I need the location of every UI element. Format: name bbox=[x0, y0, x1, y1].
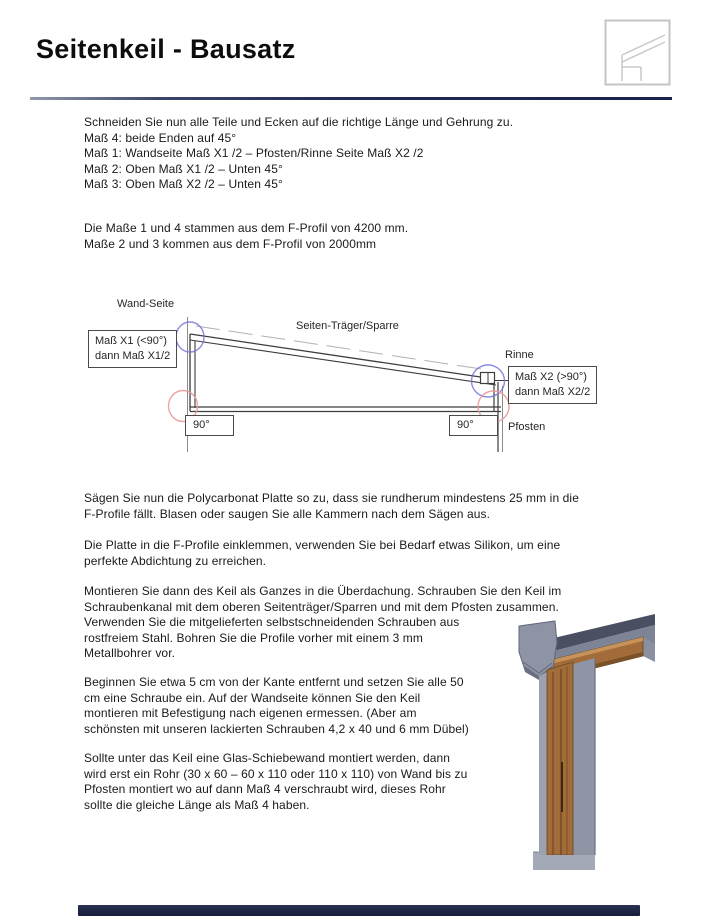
paragraph-cut-instructions bbox=[84, 115, 513, 193]
text-line: Maße 2 und 3 kommen aus dem F-Profil von 2000mm bbox=[84, 236, 377, 251]
veranda-logo-icon bbox=[604, 19, 671, 86]
paragraph-screw-spacing bbox=[84, 675, 469, 737]
label-wall-side: Wand-Seite bbox=[117, 298, 175, 310]
text-line: Metallbohrer vor. bbox=[84, 646, 176, 660]
text-line: F-Profile fällt. Blasen oder saugen Sie alle Kammern nach dem Sägen aus. bbox=[84, 506, 491, 521]
text-line: Sägen Sie nun die Polycarbonat Platte so zu, dass sie rundherum mindestens 25 mm in die bbox=[84, 491, 579, 505]
paragraph-saw-plate bbox=[84, 491, 579, 522]
paragraph-clamp-plate bbox=[84, 538, 560, 569]
text-line: perfekte Abdichtung zu erreichen. bbox=[84, 553, 267, 568]
measure-x2-line1: Maß X2 (>90°) bbox=[515, 371, 587, 383]
text-line: Schraubenkanal mit dem oberen Seitenträger/Sparren und mit dem Pfosten zusammen. bbox=[84, 599, 559, 614]
label-gutter: Rinne bbox=[505, 349, 534, 361]
text-line: Maß 3: Oben Maß X2 /2 – Unten 45° bbox=[84, 177, 283, 191]
text-line: Beginnen Sie etwa 5 cm von der Kante entfernt und setzen Sie alle 50 bbox=[84, 675, 464, 689]
text-line: Die Platte in die F-Profile einklemmen, verwenden Sie bei Bedarf etwas Silikon, um eine bbox=[84, 538, 561, 552]
measure-x1-line2: dann Maß X1/2 bbox=[95, 350, 171, 362]
text-line: rostfreiem Stahl. Bohren Sie die Profile vorher mit einem 3 mm bbox=[84, 630, 423, 645]
header-divider-rule bbox=[30, 97, 672, 100]
text-line: sollte die gleiche Länge als Maß 4 haben. bbox=[84, 797, 310, 812]
measure-x2-line2: dann Maß X2/2 bbox=[515, 386, 591, 398]
text-line: Schneiden Sie nun alle Teile und Ecken auf die richtige Länge und Gehrung zu. bbox=[84, 115, 514, 129]
text-line: Maß 2: Oben Maß X1 /2 – Unten 45° bbox=[84, 161, 283, 176]
measure-box-x2 bbox=[508, 366, 597, 404]
page-title: Seitenkeil - Bausatz bbox=[36, 34, 296, 64]
corner-render-image bbox=[515, 612, 660, 872]
text-line: Maß 1: Wandseite Maß X1 /2 – Pfosten/Rinne Seite Maß X2 /2 bbox=[84, 146, 424, 160]
metal-post bbox=[573, 658, 595, 855]
text-line: cm eine Schraube ein. Auf der Wandseite können Sie den Keil bbox=[84, 690, 421, 705]
footer-bar bbox=[78, 905, 640, 916]
paragraph-glass-wall-note bbox=[84, 751, 467, 813]
measure-x1-line1: Maß X1 (<90°) bbox=[95, 335, 167, 347]
angle-box-left: 90° bbox=[185, 415, 234, 436]
text-line: Pfosten montiert wo auf dann Maß 4 verschraubt wird, dieses Rohr bbox=[84, 782, 446, 796]
text-line: Sollte unter das Keil eine Glas-Schiebewand montiert werden, dann bbox=[84, 751, 451, 765]
measure-box-x1 bbox=[88, 330, 177, 368]
text-line: montieren mit Befestigung nach eigenen ermessen. (Aber am bbox=[84, 706, 417, 720]
label-post: Pfosten bbox=[508, 421, 546, 433]
paragraph-mount-wedge bbox=[84, 584, 561, 662]
text-line: Verwenden Sie die mitgelieferten selbstschneidenden Schrauben aus bbox=[84, 615, 460, 629]
text-line: Die Maße 1 und 4 stammen aus dem F-Profil von 4200 mm. bbox=[84, 221, 409, 235]
text-line: wird erst ein Rohr (30 x 60 – 60 x 110 oder 110 x 110) von Wand bis zu bbox=[84, 766, 468, 781]
label-rafter: Seiten-Träger/Sparre bbox=[296, 320, 399, 332]
text-line: schönsten mit unseren lackierten Schrauben 4,2 x 40 und 6 mm Dübel) bbox=[84, 721, 469, 736]
wood-post-profile bbox=[547, 662, 573, 855]
angle-box-right: 90° bbox=[449, 415, 498, 436]
text-line: Montieren Sie dann des Keil als Ganzes in die Überdachung. Schrauben Sie den Keil im bbox=[84, 584, 562, 598]
paragraph-profile-notes bbox=[84, 221, 408, 252]
text-line: Maß 4: beide Enden auf 45° bbox=[84, 130, 237, 145]
